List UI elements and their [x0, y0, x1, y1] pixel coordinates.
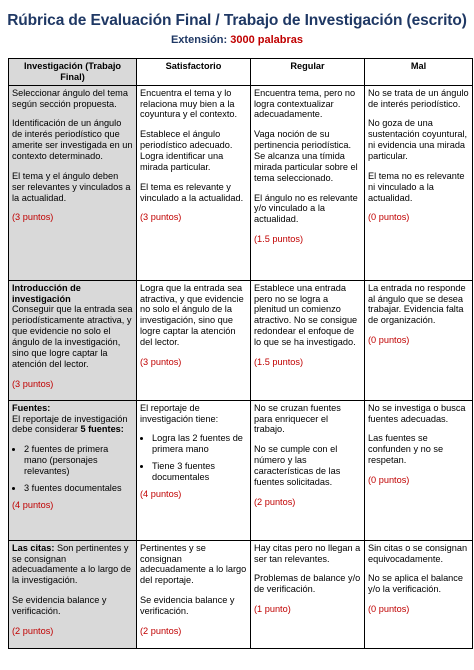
list-item: • 3 fuentes documentales [24, 483, 133, 494]
points-label: (0 puntos) [368, 335, 410, 346]
cell-text: La entrada no responde al ángulo que se desea trabajar. Evidencia falta de organización. [368, 282, 466, 326]
extension-label: Extensión: [170, 34, 228, 46]
points-label: (0 puntos) [368, 212, 410, 223]
sources-list [140, 433, 247, 482]
cell-text: Pertinentes y se consignan adecuadamente a lo largo del reportaje. [140, 542, 247, 586]
table-row [9, 400, 473, 540]
cell-text: Establece una entrada pero no se logra a plenitud un comienzo atractivo. No se consigue redondear el enfoque de lo que se ha investigado. [254, 282, 358, 348]
criterion-cell-sources [9, 400, 137, 540]
satisfactorio-cell [137, 280, 251, 400]
satisfactorio-cell [137, 400, 251, 540]
criterion-text: Se evidencia balance y verificación. [12, 595, 107, 617]
cell-text: El tema es relevante y vinculado a la actualidad. [140, 181, 244, 203]
points-label: (3 puntos) [12, 212, 54, 223]
criterion-title: Fuentes: [12, 402, 51, 413]
cell-text: Se evidencia balance y verificación. [140, 595, 235, 617]
mal-cell [365, 540, 473, 648]
points-label: (2 puntos) [12, 625, 54, 636]
regular-cell [251, 400, 365, 540]
table-row [9, 85, 473, 280]
cell-text: Sin citas o se consignan equivocadamente. [368, 542, 468, 564]
document-title: Rúbrica de Evaluación Final / Trabajo de Investigación (escrito) [7, 12, 467, 29]
header-regular: Regular [251, 59, 365, 86]
points-label: (2 puntos) [140, 625, 182, 636]
criterion-intro-text: El reportaje de investigación debe considerar [12, 413, 128, 435]
table-row [9, 540, 473, 648]
points-label: (2 puntos) [254, 496, 296, 507]
points-label: (4 puntos) [12, 499, 54, 510]
criterion-intro [12, 414, 133, 436]
points-label: (1 punto) [254, 604, 291, 615]
points-label: (1.5 puntos) [254, 356, 304, 367]
header-row [9, 59, 473, 86]
points-label: (3 puntos) [140, 212, 182, 223]
regular-cell [251, 85, 365, 280]
cell-text: No se aplica el balance y/o la verificación. [368, 573, 463, 595]
satisfactorio-cell [137, 540, 251, 648]
cell-text: El tema no es relevante ni vinculado a la actualidad. [368, 170, 465, 203]
criterion-lead-text: Son pertinentes y se consignan adecuadamente a lo largo de la investigación. [12, 542, 132, 586]
criterion-title: Introducción de investigación [12, 282, 81, 304]
header-satisfactorio: Satisfactorio [137, 59, 251, 86]
points-label: (3 puntos) [140, 356, 182, 367]
table-row [9, 280, 473, 400]
cell-text: Vaga noción de su pertinencia periodística. Se alcanza una tímida mirada particular sobre el tema seleccionado. [254, 129, 358, 183]
document-subtitle [0, 34, 474, 46]
cell-text: No goza de una sustentación coyuntural, ni evidencia una mirada particular. [368, 118, 468, 162]
extension-value: 3000 palabras [230, 34, 304, 46]
criterion-text: Conseguir que la entrada sea periodísticamente atractiva, y que evidencie no solo el ángulo de la investigación, sino que logre captar la atención del lector. [12, 304, 133, 369]
cell-text: No se investiga o busca fuentes adecuadas. [368, 402, 466, 424]
cell-intro: El reportaje de investigación tiene: [140, 402, 219, 424]
mal-cell [365, 85, 473, 280]
cell-text: No se trata de un ángulo de interés periodístico. [368, 87, 469, 109]
criterion-lead [12, 543, 133, 586]
list-item: • Tiene 3 fuentes documentales [152, 461, 247, 483]
criterion-title: Las citas: [12, 542, 55, 553]
header-mal: Mal [365, 59, 473, 86]
mal-cell [365, 400, 473, 540]
cell-text: Encuentra el tema y lo relaciona muy bien a la coyuntura y el contexto. [140, 87, 238, 120]
sources-list [12, 444, 133, 493]
list-item: • Logra las 2 fuentes de primera mano [152, 433, 247, 455]
criterion-text: El tema y el ángulo deben ser relevantes y vinculados a la actualidad. [12, 170, 131, 203]
regular-cell [251, 280, 365, 400]
points-label: (0 puntos) [368, 475, 410, 486]
regular-cell [251, 540, 365, 648]
criterion-text: Identificación de un ángulo de interés periodístico que amerite ser investigada en un contexto determinado. [12, 118, 133, 162]
cell-text: Encuentra tema, pero no logra contextualizar adecuadamente. [254, 87, 356, 120]
criterion-text: Seleccionar ángulo del tema según sección propuesta. [12, 87, 128, 109]
rubric-table [8, 58, 473, 649]
cell-text: No se cumple con el número y las características de las fuentes solicitadas. [254, 444, 341, 487]
criterion-intro-bold: 5 fuentes: [80, 424, 124, 435]
cell-text: Hay citas pero no llegan a ser tan relevantes. [254, 542, 361, 564]
points-label: (4 puntos) [140, 488, 182, 499]
list-item: • 2 fuentes de primera mano (personajes relevantes) [24, 444, 133, 477]
points-label: (0 puntos) [368, 604, 410, 615]
points-label: (1.5 puntos) [254, 234, 304, 245]
cell-text: El ángulo no es relevante y/o vinculado a la actualidad. [254, 192, 358, 225]
points-label: (3 puntos) [12, 378, 54, 389]
cell-text: Problemas de balance y/o de verificación. [254, 573, 361, 595]
cell-text: Establece el ángulo periodístico adecuado. Logra identificar una mirada particular. [140, 129, 233, 172]
header-criterion: Investigación (Trabajo Final) [9, 59, 137, 86]
satisfactorio-cell [137, 85, 251, 280]
mal-cell [365, 280, 473, 400]
cell-text: No se cruzan fuentes para enriquecer el trabajo. [254, 402, 341, 435]
criterion-cell-quotes [9, 540, 137, 648]
cell-text: Las fuentes se confunden y no se respetan. [368, 433, 444, 466]
criterion-cell-angle [9, 85, 137, 280]
criterion-cell-intro [9, 280, 137, 400]
cell-text: Logra que la entrada sea atractiva, y que evidencie no solo el ángulo de la investigación, sino que logre captar la atención del lector. [140, 282, 244, 348]
